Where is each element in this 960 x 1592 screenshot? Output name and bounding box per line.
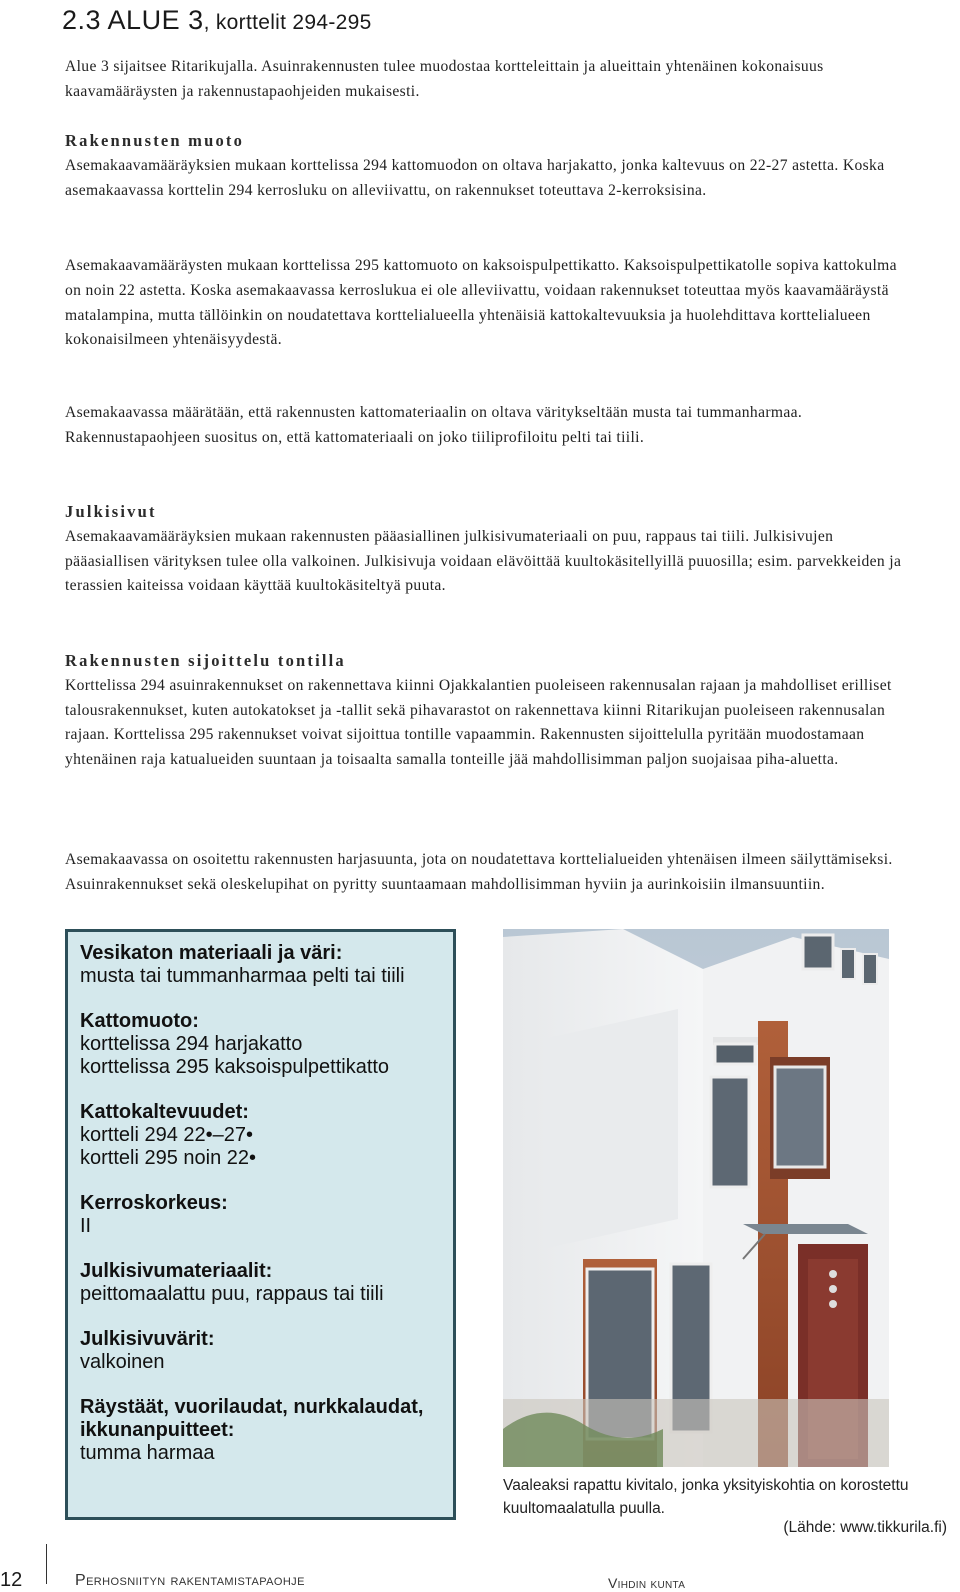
- photo-caption: Vaaleaksi rapattu kivitalo, jonka yksityiskohtia on korostettu kuultomaalatulla puulla.: [503, 1477, 909, 1517]
- info-value: musta tai tummanharmaa pelti tai tiili: [80, 965, 405, 987]
- summary-infobox: [65, 929, 456, 1520]
- info-item: [80, 1010, 443, 1079]
- section-kattomateriaali-paragraph: [65, 401, 903, 451]
- section-kattomuoto-paragraph: [65, 254, 903, 353]
- info-label: Julkisivuvärit:: [80, 1328, 215, 1350]
- footer-organization: Vihdin kunta: [608, 1575, 686, 1591]
- section-rakennusten-muoto: [65, 129, 903, 203]
- info-item: [80, 1101, 443, 1170]
- info-label: Räystäät, vuorilaudat, nurkkalaudat, ikkunanpuitteet:: [80, 1396, 424, 1441]
- section-title: Julkisivut: [65, 502, 157, 521]
- intro-paragraph: Alue 3 sijaitsee Ritarikujalla. Asuinrakennusten tulee muodostaa kortteleittain ja alueittain yhtenäinen kokonaisuus kaavamääräysten ja rakennustapaohjeiden mukaisesti.: [65, 58, 824, 100]
- photo-credit: (Lähde: www.tikkurila.fi): [783, 1519, 947, 1536]
- info-value: tumma harmaa: [80, 1442, 215, 1464]
- house-photo: [503, 929, 889, 1467]
- info-label: Kattomuoto:: [80, 1010, 199, 1032]
- section-title: Rakennusten sijoittelu tontilla: [65, 651, 346, 670]
- info-value: korttelissa 294 harjakatto korttelissa 295 kaksoispulpettikatto: [80, 1033, 390, 1078]
- section-harjasuunta-paragraph: [65, 848, 903, 898]
- info-label: Julkisivumateriaalit:: [80, 1260, 273, 1282]
- info-label: Vesikaton materiaali ja väri:: [80, 942, 343, 964]
- section-paragraph: Asemakaavamääräysten mukaan korttelissa 295 kattomuoto on kaksoispulpettikatto. Kaksoispulpettikatolle sopiva kattokulma on noin 22 astetta. Koska asemakaavassa kerroslukua ei ole alleviivattu, voidaan rakennukset toteuttaa myös kaavamääräystä matalampina, mutta tällöinkin on noudatettava korttelialueella yhtenäisiä kattokaltevuuksia ja huolehdittava korttelialueen kokonaisilmeen yhtenäisyydestä.: [65, 257, 897, 349]
- section-title: Rakennusten muoto: [65, 131, 245, 150]
- info-value: valkoinen: [80, 1351, 165, 1373]
- section-paragraph: Asemakaavassa määrätään, että rakennusten kattomateriaalin on oltava väritykseltään musta tai tummanharmaa. Rakennustapaohjeen suositus on, että kattomateriaali on joko tiiliprofiloitu pelti tai tiili.: [65, 404, 803, 446]
- section-sijoittelu: [65, 649, 903, 773]
- house-illustration: [503, 929, 889, 1467]
- info-value: peittomaalattu puu, rappaus tai tiili: [80, 1283, 384, 1305]
- info-value: II: [80, 1215, 92, 1237]
- footer-document-title: Perhosniityn rakentamistapaohje: [75, 1572, 305, 1589]
- section-paragraph: Asemakaavamääräyksien mukaan rakennusten pääasiallinen julkisivumateriaali on puu, rappaus tai tiili. Julkisivujen pääasiallisen värityksen tulee olla valkoinen. Julkisivuja voidaan elävöittää kuultokäsitellyillä puuosilla; esim. parvekkeiden ja terassien kaiteissa voidaan käyttää kuultokäsiteltyä puuta.: [65, 527, 902, 595]
- info-item: [80, 1260, 443, 1306]
- section-paragraph: Asemakaavamääräyksien mukaan korttelissa 294 kattomuodon on oltava harjakatto, jonka kaltevuus on 22-27 astetta. Koska asemakaavassa korttelin 294 kerrosluku on alleviivattu, on rakennukset toteuttava 2-kerroksisina.: [65, 156, 885, 199]
- page-heading: [62, 0, 372, 37]
- info-label: Kerroskorkeus:: [80, 1192, 228, 1214]
- info-item: [80, 1396, 443, 1465]
- info-item: [80, 1192, 443, 1238]
- page-number: 12: [0, 1569, 23, 1591]
- info-item: [80, 1328, 443, 1374]
- section-julkisivut: [65, 500, 903, 599]
- info-label: Kattokaltevuudet:: [80, 1101, 249, 1123]
- info-value: kortteli 294 22•–27• kortteli 295 noin 22•: [80, 1124, 257, 1169]
- info-item: [80, 942, 443, 988]
- intro-block: [65, 55, 903, 105]
- heading-main: 2.3 ALUE 3: [62, 5, 204, 35]
- heading-sub: , korttelit 294-295: [203, 11, 372, 34]
- section-paragraph: Korttelissa 294 asuinrakennukset on rakennettava kiinni Ojakkalantien puoleiseen rakennusalan rajaan ja mahdolliset erilliset talousrakennukset, kuten autokatokset ja -tallit sekä pihavarastot on rakennettava kiinni Ritarikujan puoleiseen rakennusalan rajaan. Korttelissa 295 rakennukset voivat sijoittua tontille vapaammin. Rakennusten sijoittelulla pyritään muodostamaan yhtenäinen raja katualueiden suuntaan ja toisaalta samalla tonteille jää mahdollisimman paljon suojaisaa piha-aluetta.: [65, 676, 892, 769]
- section-paragraph: Asemakaavassa on osoitettu rakennusten harjasuunta, jota on noudatettava korttelialueiden yhtenäisen ilmeen säilyttämiseksi. Asuinrakennukset sekä oleskelupihat on pyritty suuntaamaan mahdollisimman hyviin ja aurinkoisiin ilmansuuntiin.: [65, 851, 893, 893]
- footer-divider: [46, 1544, 47, 1584]
